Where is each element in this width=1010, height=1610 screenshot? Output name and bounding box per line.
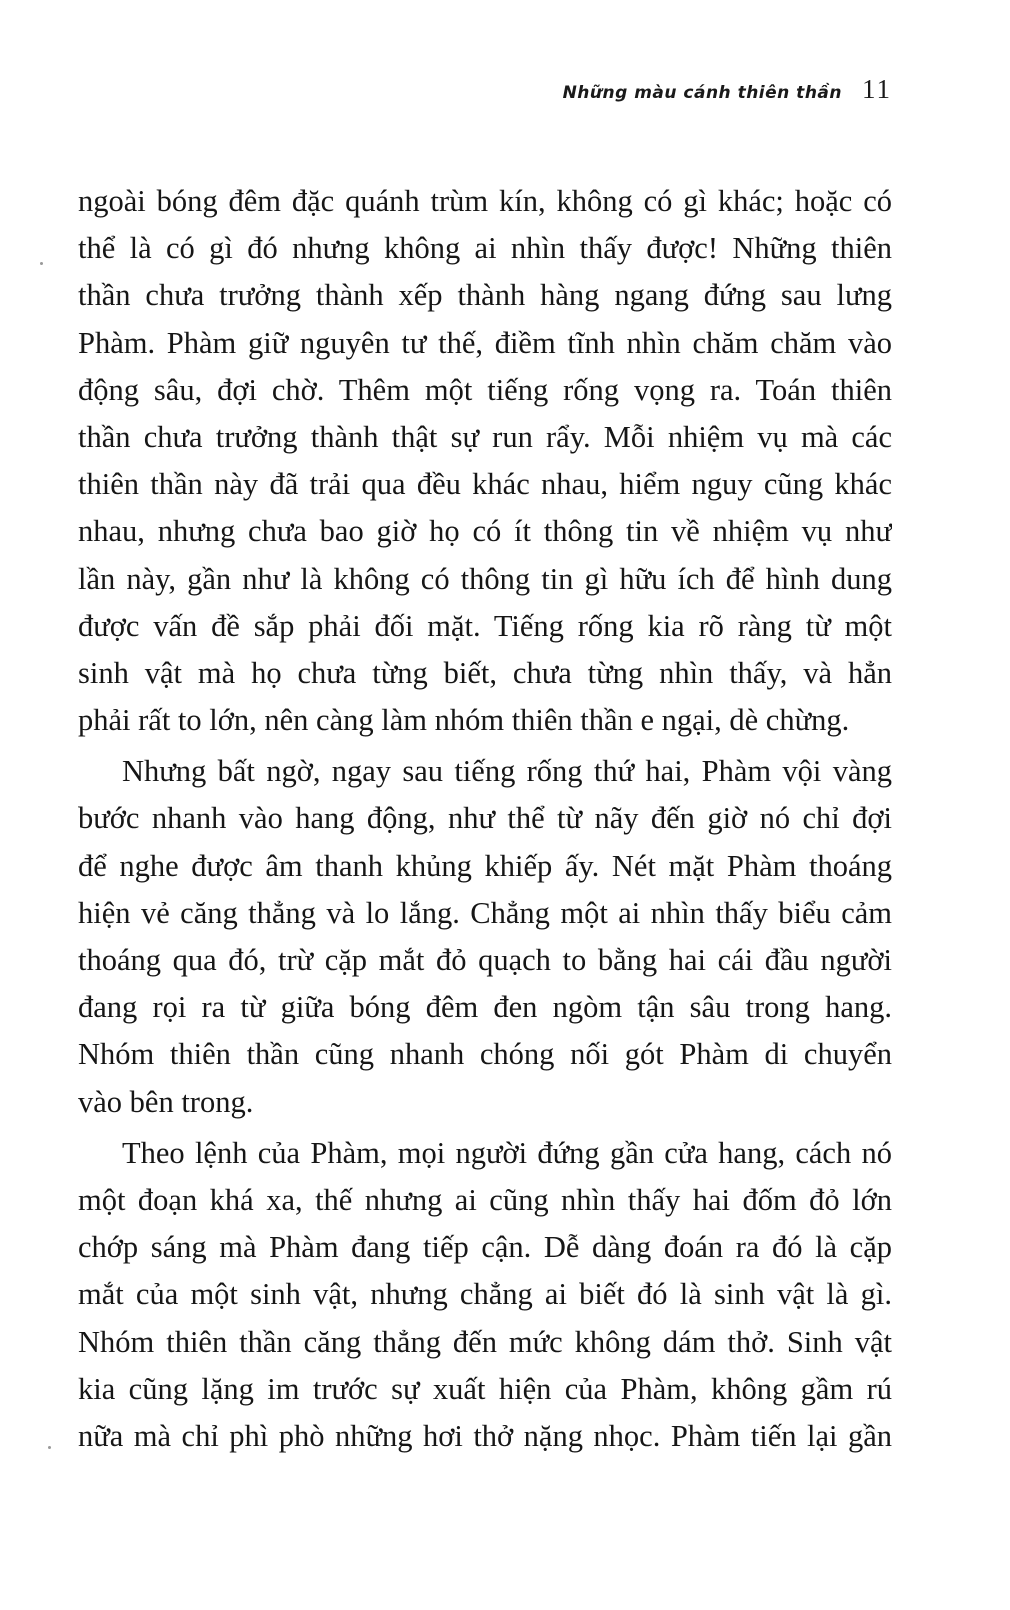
text-line: được vấn đề sắp phải đối mặt. Tiếng rống kia rõ ràng từ một <box>78 608 892 643</box>
text-line: vào bên trong. <box>78 1084 254 1119</box>
text-line: Nhóm thiên thần căng thẳng đến mức không dám thở. Sinh vật <box>78 1324 892 1359</box>
page-number: 11 <box>862 74 892 104</box>
text-line: thần chưa trưởng thành xếp thành hàng ngang đứng sau lưng <box>78 278 892 313</box>
text-line: nhau, nhưng chưa bao giờ họ có ít thông tin về nhiệm vụ như <box>78 514 892 549</box>
text-line: hiện vẻ căng thẳng và lo lắng. Chẳng một ai nhìn thấy biểu cảm <box>78 895 892 930</box>
text-line: đang rọi ra từ giữa bóng đêm đen ngòm tận sâu trong hang. <box>78 990 892 1025</box>
text-line: động sâu, đợi chờ. Thêm một tiếng rống vọng ra. Toán thiên <box>78 372 892 407</box>
text-line: Nhưng bất ngờ, ngay sau tiếng rống thứ hai, Phàm vội vàng <box>122 754 892 789</box>
text-line: ngoài bóng đêm đặc quánh trùm kín, không có gì khác; hoặc có <box>78 184 892 218</box>
paragraph <box>78 1130 892 1460</box>
text-line: kia cũng lặng im trước sự xuất hiện của Phàm, không gầm rú <box>78 1371 892 1406</box>
text-line: nữa mà chỉ phì phò những hơi thở nặng nhọc. Phàm tiến lại gần <box>78 1418 892 1453</box>
text-line: thiên thần này đã trải qua đều khác nhau, hiểm nguy cũng khác <box>78 467 892 502</box>
paragraph <box>78 178 892 744</box>
text-line: sinh vật mà họ chưa từng biết, chưa từng nhìn thấy, và hẳn <box>78 655 892 690</box>
text-line: mắt của một sinh vật, nhưng chẳng ai biết đó là sinh vật là gì. <box>78 1277 892 1312</box>
text-line: phải rất to lớn, nên càng làm nhóm thiên thần e ngại, dè chừng. <box>78 703 850 738</box>
scan-speck <box>48 1446 51 1449</box>
text-line: để nghe được âm thanh khủng khiếp ấy. Nét mặt Phàm thoáng <box>78 848 892 883</box>
text-line: lần này, gần như là không có thông tin gì hữu ích để hình dung <box>78 561 892 596</box>
text-line: thoáng qua đó, trừ cặp mắt đỏ quạch to bằng hai cái đầu người <box>78 943 892 977</box>
text-line: bước nhanh vào hang động, như thể từ nãy đến giờ nó chỉ đợi <box>78 801 892 836</box>
text-line: một đoạn khá xa, thế nhưng ai cũng nhìn thấy hai đốm đỏ lớn <box>78 1182 892 1217</box>
text-line: Nhóm thiên thần cũng nhanh chóng nối gót Phàm di chuyển <box>78 1037 892 1072</box>
running-header <box>563 74 892 105</box>
text-line: thể là có gì đó nhưng không ai nhìn thấy được! Những thiên <box>78 231 892 266</box>
paragraph <box>78 748 892 1126</box>
text-line: chớp sáng mà Phàm đang tiếp cận. Dễ dàng đoán ra đó là cặp <box>78 1230 892 1265</box>
text-line: Theo lệnh của Phàm, mọi người đứng gần cửa hang, cách nó <box>122 1135 892 1170</box>
scan-speck <box>40 262 43 265</box>
text-line: Phàm. Phàm giữ nguyên tư thế, điềm tĩnh nhìn chăm chăm vào <box>78 325 892 360</box>
text-line: thần chưa trưởng thành thật sự run rẩy. Mỗi nhiệm vụ mà các <box>78 419 892 454</box>
running-title: Những màu cánh thiên thần <box>562 83 842 103</box>
body-text <box>78 178 892 1460</box>
